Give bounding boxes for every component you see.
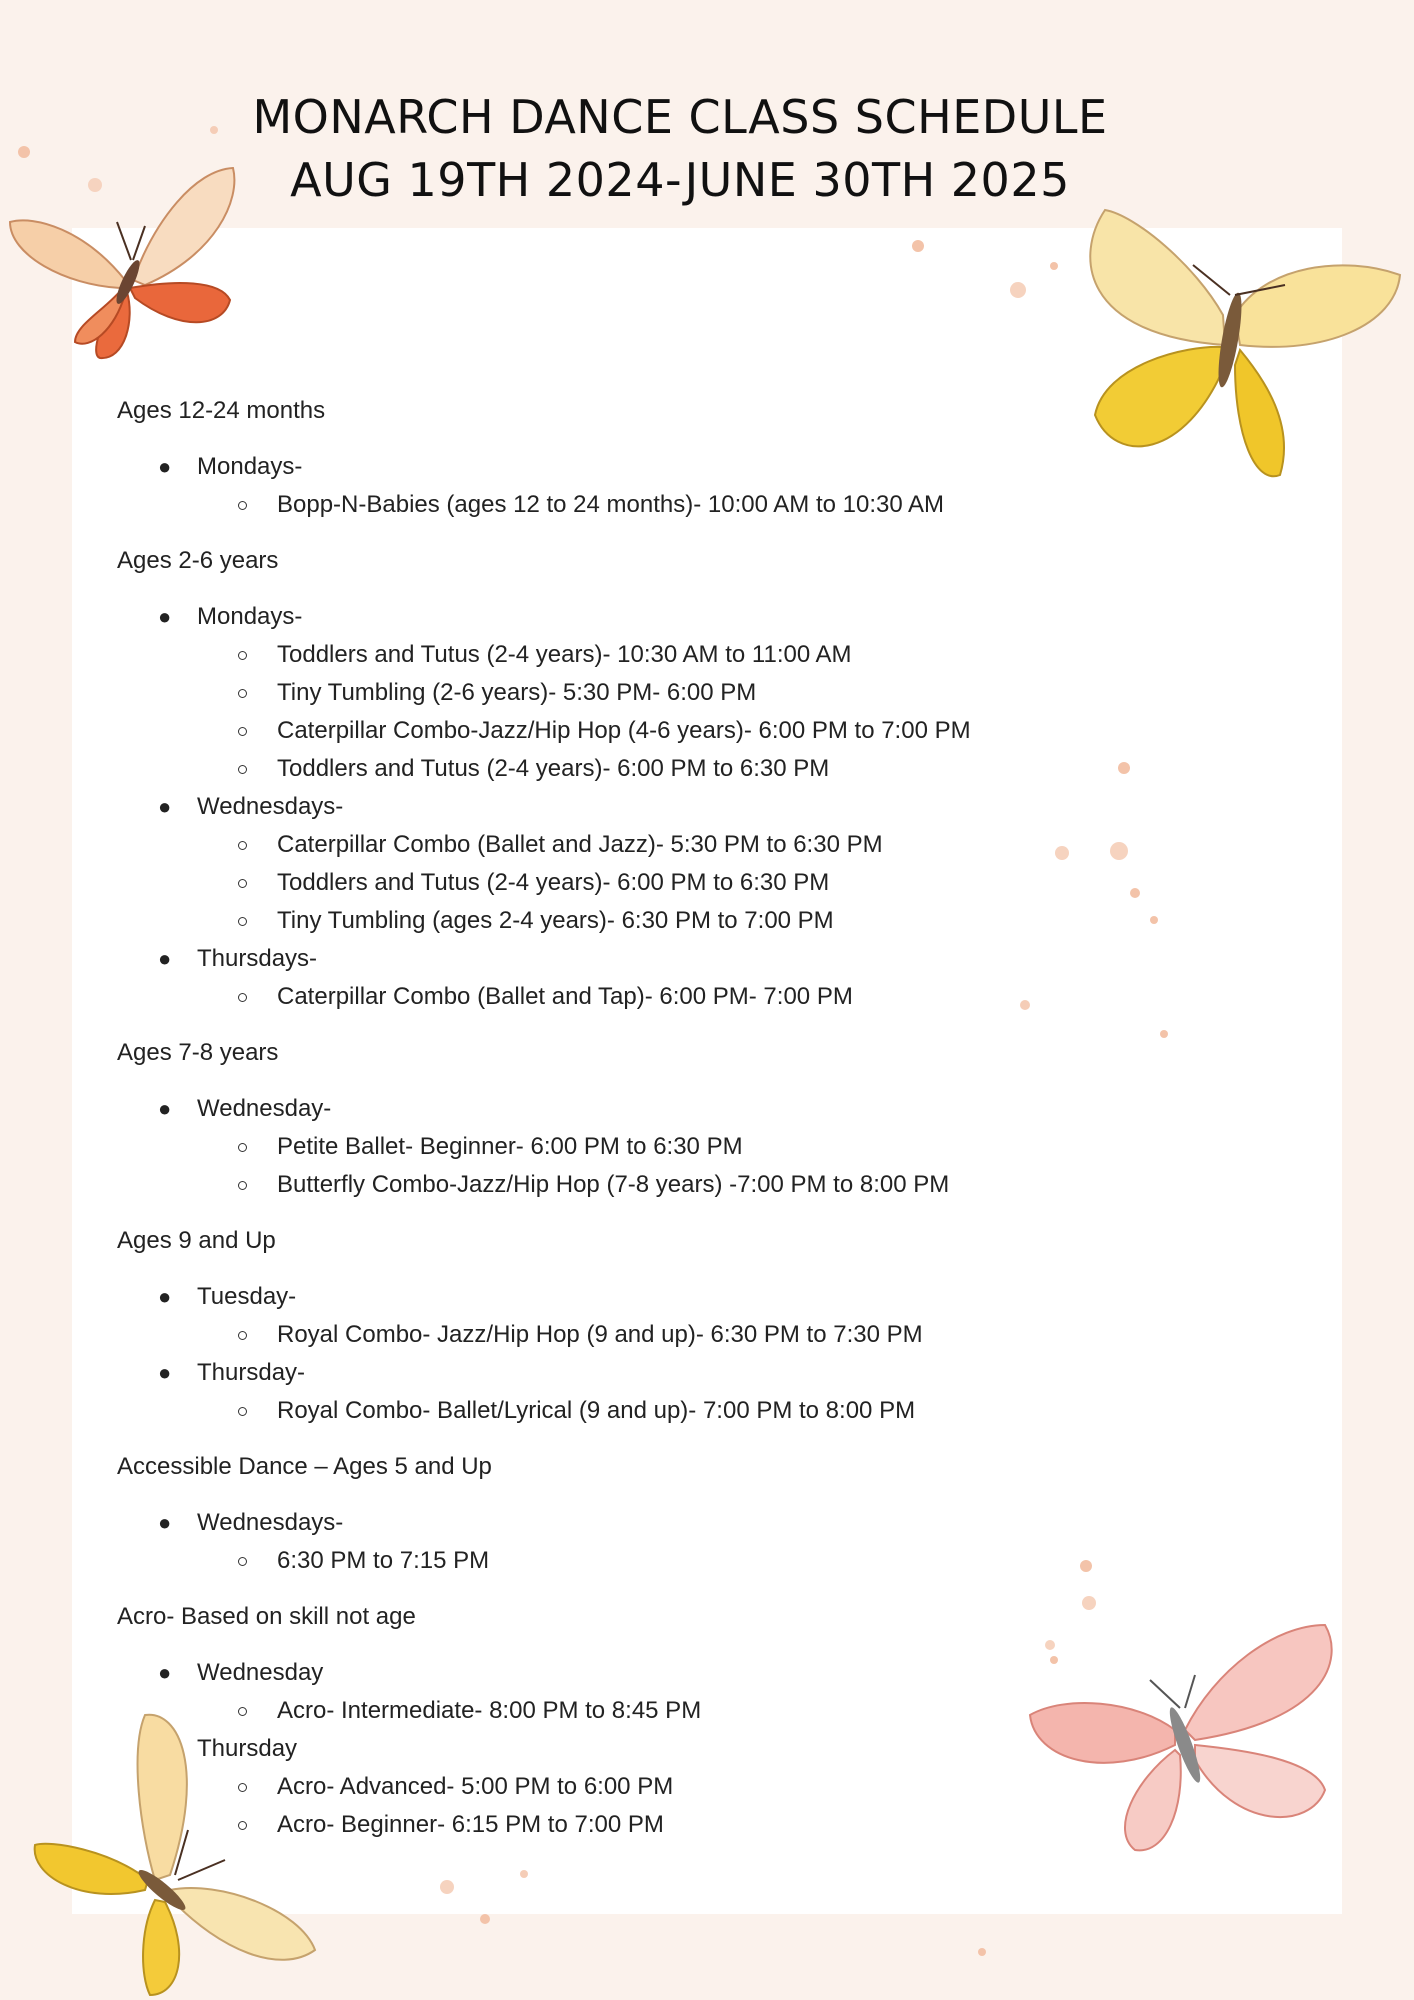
day-label: Tuesday- xyxy=(197,1283,297,1310)
circle-bullet-icon xyxy=(238,1783,247,1792)
circle-bullet-icon xyxy=(238,1143,247,1152)
class-item xyxy=(117,486,1117,524)
class-item xyxy=(117,978,1117,1016)
day-label: Wednesday- xyxy=(197,1095,332,1122)
day-item xyxy=(117,1654,1117,1692)
class-item xyxy=(117,826,1117,864)
class-item xyxy=(117,1806,1117,1844)
class-item xyxy=(117,1392,1117,1430)
class-item xyxy=(117,712,1117,750)
spacer xyxy=(117,1844,1117,1862)
class-item xyxy=(117,1768,1117,1806)
class-time-text: Acro- Advanced- 5:00 PM to 6:00 PM xyxy=(277,1773,674,1800)
day-label: Wednesdays- xyxy=(197,1509,344,1536)
class-item xyxy=(117,864,1117,902)
class-time-text: Tiny Tumbling (ages 2-4 years)- 6:30 PM to 7:00 PM xyxy=(277,907,834,934)
bullet-icon: ● xyxy=(158,946,172,971)
spacer xyxy=(117,1636,1117,1654)
day-label: Mondays- xyxy=(197,453,303,480)
bullet-icon: ● xyxy=(158,1660,172,1685)
circle-bullet-icon xyxy=(238,993,247,1002)
circle-bullet-icon xyxy=(238,1407,247,1416)
circle-bullet-icon xyxy=(238,1331,247,1340)
day-item xyxy=(117,940,1117,978)
class-item xyxy=(117,902,1117,940)
circle-bullet-icon xyxy=(238,689,247,698)
age-group-heading: Ages 2-6 years xyxy=(117,547,279,574)
class-item xyxy=(117,674,1117,712)
class-item xyxy=(117,636,1117,674)
circle-bullet-icon xyxy=(238,917,247,926)
day-item xyxy=(117,1278,1117,1316)
class-time-text: Royal Combo- Jazz/Hip Hop (9 and up)- 6:30 PM to 7:30 PM xyxy=(277,1321,923,1348)
class-schedule xyxy=(117,392,1117,1862)
spacer xyxy=(117,1204,1117,1222)
title-line-2: AUG 19TH 2024-JUNE 30TH 2025 xyxy=(290,153,1070,207)
circle-bullet-icon xyxy=(238,727,247,736)
class-time-text: Butterfly Combo-Jazz/Hip Hop (7-8 years) -7:00 PM to 8:00 PM xyxy=(277,1171,950,1198)
day-label: Mondays- xyxy=(197,603,303,630)
class-item xyxy=(117,750,1117,788)
class-time-text: 6:30 PM to 7:15 PM xyxy=(277,1547,490,1574)
class-time-text: Caterpillar Combo (Ballet and Jazz)- 5:30 PM to 6:30 PM xyxy=(277,831,883,858)
age-group-heading: Ages 9 and Up xyxy=(117,1227,276,1254)
title-line-1: MONARCH DANCE CLASS SCHEDULE xyxy=(252,90,1108,144)
spacer xyxy=(117,1072,1117,1090)
bullet-icon: ● xyxy=(158,1360,172,1385)
day-item xyxy=(117,1504,1117,1542)
class-item xyxy=(117,1692,1117,1730)
age-group-heading: Accessible Dance – Ages 5 and Up xyxy=(117,1453,492,1480)
age-group-heading: Ages 12-24 months xyxy=(117,397,326,424)
class-item xyxy=(117,1542,1117,1580)
spacer xyxy=(117,1580,1117,1598)
day-item xyxy=(117,1354,1117,1392)
spacer xyxy=(117,1016,1117,1034)
circle-bullet-icon xyxy=(238,651,247,660)
spacer xyxy=(117,430,1117,448)
circle-bullet-icon xyxy=(238,765,247,774)
class-time-text: Royal Combo- Ballet/Lyrical (9 and up)- 7:00 PM to 8:00 PM xyxy=(277,1397,916,1424)
circle-bullet-icon xyxy=(238,879,247,888)
orange-butterfly-icon xyxy=(5,160,245,370)
class-item xyxy=(117,1166,1117,1204)
class-item xyxy=(117,1316,1117,1354)
spacer xyxy=(117,1430,1117,1448)
spacer xyxy=(117,1486,1117,1504)
circle-bullet-icon xyxy=(238,1707,247,1716)
class-time-text: Bopp-N-Babies (ages 12 to 24 months)- 10:00 AM to 10:30 AM xyxy=(277,491,945,518)
age-group-heading: Acro- Based on skill not age xyxy=(117,1603,416,1630)
day-item xyxy=(117,448,1117,486)
class-time-text: Caterpillar Combo (Ballet and Tap)- 6:00 PM- 7:00 PM xyxy=(277,983,853,1010)
spacer xyxy=(117,1260,1117,1278)
bullet-icon: ● xyxy=(158,1096,172,1121)
bullet-icon: ● xyxy=(158,1284,172,1309)
class-time-text: Tiny Tumbling (2-6 years)- 5:30 PM- 6:00 PM xyxy=(277,679,757,706)
circle-bullet-icon xyxy=(238,1557,247,1566)
class-time-text: Acro- Intermediate- 8:00 PM to 8:45 PM xyxy=(277,1697,702,1724)
class-time-text: Petite Ballet- Beginner- 6:00 PM to 6:30 PM xyxy=(277,1133,743,1160)
day-label: Thursdays- xyxy=(197,945,318,972)
class-item xyxy=(117,1128,1117,1166)
day-item xyxy=(117,1730,1117,1768)
bullet-icon: ● xyxy=(158,454,172,479)
day-item xyxy=(117,598,1117,636)
circle-bullet-icon xyxy=(238,841,247,850)
bullet-icon: ● xyxy=(158,1510,172,1535)
spacer xyxy=(117,580,1117,598)
class-time-text: Caterpillar Combo-Jazz/Hip Hop (4-6 years)- 6:00 PM to 7:00 PM xyxy=(277,717,971,744)
circle-bullet-icon xyxy=(238,1181,247,1190)
day-item xyxy=(117,1090,1117,1128)
class-time-text: Toddlers and Tutus (2-4 years)- 6:00 PM to 6:30 PM xyxy=(277,755,830,782)
bullet-icon: ● xyxy=(158,794,172,819)
bullet-icon: ● xyxy=(158,604,172,629)
class-time-text: Toddlers and Tutus (2-4 years)- 10:30 AM to 11:00 AM xyxy=(277,641,852,668)
age-group-heading: Ages 7-8 years xyxy=(117,1039,279,1066)
day-label: Wednesdays- xyxy=(197,793,344,820)
circle-bullet-icon xyxy=(238,1821,247,1830)
circle-bullet-icon xyxy=(238,501,247,510)
yellow-butterfly-icon xyxy=(1075,205,1405,495)
day-label: Thursday xyxy=(197,1735,298,1762)
day-label: Thursday- xyxy=(197,1359,306,1386)
class-time-text: Acro- Beginner- 6:15 PM to 7:00 PM xyxy=(277,1811,664,1838)
day-item xyxy=(117,788,1117,826)
day-label: Wednesday xyxy=(197,1659,324,1686)
spacer xyxy=(117,524,1117,542)
class-time-text: Toddlers and Tutus (2-4 years)- 6:00 PM to 6:30 PM xyxy=(277,869,830,896)
